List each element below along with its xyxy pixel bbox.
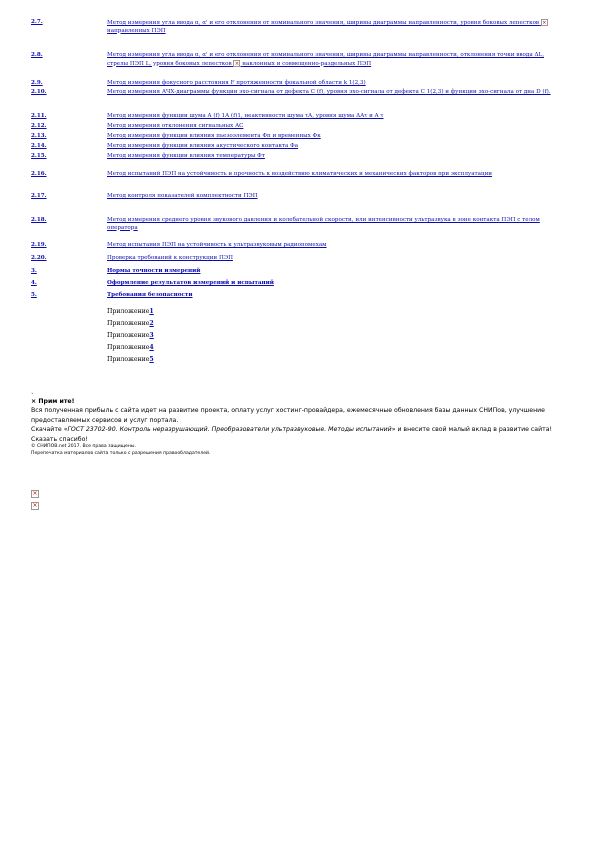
toc-number-link[interactable]: 2.18. xyxy=(31,217,47,223)
toc-number-link[interactable]: 2.7. xyxy=(31,19,43,25)
toc-number-link[interactable]: 5. xyxy=(31,292,37,298)
toc-title-text: Метод измерения функции шума A (f) 1A (f)1, неактивности шума τA, уровня шума ΔAτ и A τ xyxy=(107,113,384,119)
appendix-spacer xyxy=(31,354,107,366)
toc-row xyxy=(31,113,563,121)
toc-row xyxy=(31,217,563,232)
toc-title-link[interactable] xyxy=(107,52,563,68)
toc-title-text-continued: наклонных и совмещенно-раздельных ПЭП xyxy=(242,60,372,67)
toc-title-text: Оформление результатов измерений и испытаний xyxy=(107,280,274,286)
toc-title-link[interactable] xyxy=(107,113,563,121)
toc-title-link[interactable] xyxy=(107,89,563,97)
toc-title-link[interactable] xyxy=(107,133,563,141)
toc-title-text: Метод контроля показателей комплектности ПЭП xyxy=(107,193,258,199)
toc-number-link[interactable]: 2.13. xyxy=(31,133,47,139)
appendix-link[interactable]: 5 xyxy=(149,356,154,363)
toc-title-link[interactable] xyxy=(107,19,563,35)
toc-title-text: Метод измерения угла ввода α, α' и его отклонения от номинального значения, ширины диаграммы направленности, уровня боковых лепестков xyxy=(107,20,540,26)
notice-title: × Прим ите! xyxy=(31,398,75,405)
appendix-spacer xyxy=(31,318,107,330)
notice-text: Вся полученная прибыль с сайта идет на развитие проекта, оплату услуг хостинг-провайдера, ежемесячные обновления базы данных СНИПов, улучшение предоставляемых сервисов и услуг портала. xyxy=(31,407,545,424)
toc-number-link[interactable]: 2.15. xyxy=(31,153,47,159)
download-prefix: Скачайте « xyxy=(31,426,68,434)
appendix-row xyxy=(31,354,154,366)
toc-number-link[interactable]: 3. xyxy=(31,268,37,274)
appendix-row xyxy=(31,330,154,342)
appendix-label: Приложение xyxy=(107,320,150,327)
toc-title-link[interactable] xyxy=(107,217,563,232)
toc-title-text: Метод измерения АЧХ-диаграммы функции эхо-сигнала от дефекта C (f), уровня эхо-сигнала от дефекта C 1(2,3) и функции эхо-сигнала от дна D (f). xyxy=(107,89,551,95)
toc-row xyxy=(31,52,563,68)
toc-title-text: Метод измерения функции влияния температуры Фт xyxy=(107,153,265,159)
toc-title-text: Метод испытания ПЭП на устойчивость к ультразвуковым радиопомехам xyxy=(107,242,327,248)
toc-title-text: Нормы точности измерений xyxy=(107,268,201,274)
toc-row xyxy=(31,193,563,201)
toc-row xyxy=(31,255,563,263)
appendix-label: Приложение xyxy=(107,356,150,363)
broken-image-icon: × xyxy=(32,490,38,497)
toc-title-text: Метод измерения отклонения сигнальных AC xyxy=(107,123,244,129)
toc-title-link[interactable] xyxy=(107,193,563,201)
broken-image-icon: × xyxy=(234,60,240,67)
toc-number-link[interactable]: 2.10. xyxy=(31,89,47,95)
toc-number-link[interactable]: 2.17. xyxy=(31,193,47,199)
appendix-spacer xyxy=(31,342,107,354)
toc-title-link[interactable] xyxy=(107,80,563,88)
appendix-spacer xyxy=(31,330,107,342)
appendix-row xyxy=(31,306,154,318)
toc-title-link[interactable] xyxy=(107,242,563,250)
stray-mark: ` xyxy=(31,393,34,400)
toc-row xyxy=(31,153,563,161)
toc-row xyxy=(31,171,563,179)
toc-row xyxy=(31,280,563,288)
thanks-link[interactable]: Сказать спасибо! xyxy=(31,435,88,443)
toc-row xyxy=(31,133,563,141)
appendix-link[interactable]: 1 xyxy=(149,308,154,315)
toc-number-link[interactable]: 2.19. xyxy=(31,242,47,248)
toc-number-link[interactable]: 2.14. xyxy=(31,143,47,149)
notice-download xyxy=(31,425,563,434)
toc-title-link[interactable] xyxy=(107,123,563,131)
toc-row xyxy=(31,80,563,88)
toc-number-link[interactable]: 2.9. xyxy=(31,80,43,86)
toc-title-link[interactable] xyxy=(107,292,563,300)
toc-title-link[interactable] xyxy=(107,153,563,161)
document-title: ГОСТ 23702-90. Контроль неразрушающий. Преобразователи ультразвуковые. Методы испытаний xyxy=(67,426,392,434)
toc-row xyxy=(31,242,563,250)
appendix-link[interactable]: 3 xyxy=(149,332,154,339)
appendix-spacer xyxy=(31,306,107,318)
toc-title-link[interactable] xyxy=(107,280,563,288)
toc-number-link[interactable]: 2.8. xyxy=(31,52,43,58)
toc-row xyxy=(31,123,563,131)
reprint-notice: Перепечатка материалов сайта только с разрешения правообладателей. xyxy=(31,450,211,456)
toc-title-link[interactable] xyxy=(107,255,563,263)
appendix-label: Приложение xyxy=(107,308,150,315)
toc-row xyxy=(31,292,563,300)
appendix-row xyxy=(31,318,154,330)
appendix-row xyxy=(31,342,154,354)
toc-title-link[interactable] xyxy=(107,143,563,151)
toc-number-link[interactable]: 4. xyxy=(31,280,37,286)
appendix-link[interactable]: 2 xyxy=(149,320,154,327)
broken-image-icon: × xyxy=(542,20,547,26)
toc-row xyxy=(31,143,563,151)
toc-title-text: Метод измерения среднего уровня звукового давления и колебательной скорости, или интенсивности ультразвука в зоне контакта ПЭП с телом оператора xyxy=(107,217,540,231)
toc-title-text-continued: направленных ПЭП xyxy=(107,27,166,34)
toc-title-text: Метод измерения фокусного расстояния F протяженности фокальной области k 1(2,3) xyxy=(107,80,366,86)
download-suffix: » и внесите свой малый вклад в развитие сайта! xyxy=(391,426,552,434)
toc-number-link[interactable]: 2.12. xyxy=(31,123,47,129)
toc-number-link[interactable]: 2.11. xyxy=(31,113,47,119)
toc-row xyxy=(31,19,563,35)
toc-title-link[interactable] xyxy=(107,171,563,179)
appendix-label: Приложение xyxy=(107,344,150,351)
copyright: © СНИПОВ.net 2017. Все права защищены. xyxy=(31,444,136,450)
toc-row xyxy=(31,268,563,276)
toc-row xyxy=(31,89,563,97)
appendix-label: Приложение xyxy=(107,332,150,339)
broken-image-icon: × xyxy=(32,502,38,509)
toc-title-text: Метод испытаний ПЭП на устойчивость и прочность к воздействию климатических и механических факторов при эксплуатации xyxy=(107,171,493,177)
donation-notice xyxy=(31,397,563,457)
toc-title-text: Метод измерения функции влияния акустического контакта Фа xyxy=(107,143,299,149)
toc-number-link[interactable]: 2.16. xyxy=(31,171,47,177)
toc-title-text: Проверка требований к конструкции ПЭП xyxy=(107,255,233,261)
toc-title-text: Метод измерения функции влияния пьезоэлемента Фп и временных Фк xyxy=(107,133,321,139)
toc-title-link[interactable] xyxy=(107,268,563,276)
toc-title-text: Метод измерения угла ввода α, α' и его отклонения от номинального значения, ширины диаграммы направленности, отклонения точки ввода ΔL, стрелы ПЭП L, уровня боковых лепестков xyxy=(107,52,544,67)
toc-title-text: Требования безопасности xyxy=(107,292,193,298)
toc-number-link[interactable]: 2.20. xyxy=(31,255,47,261)
appendix-link[interactable]: 4 xyxy=(149,344,154,351)
